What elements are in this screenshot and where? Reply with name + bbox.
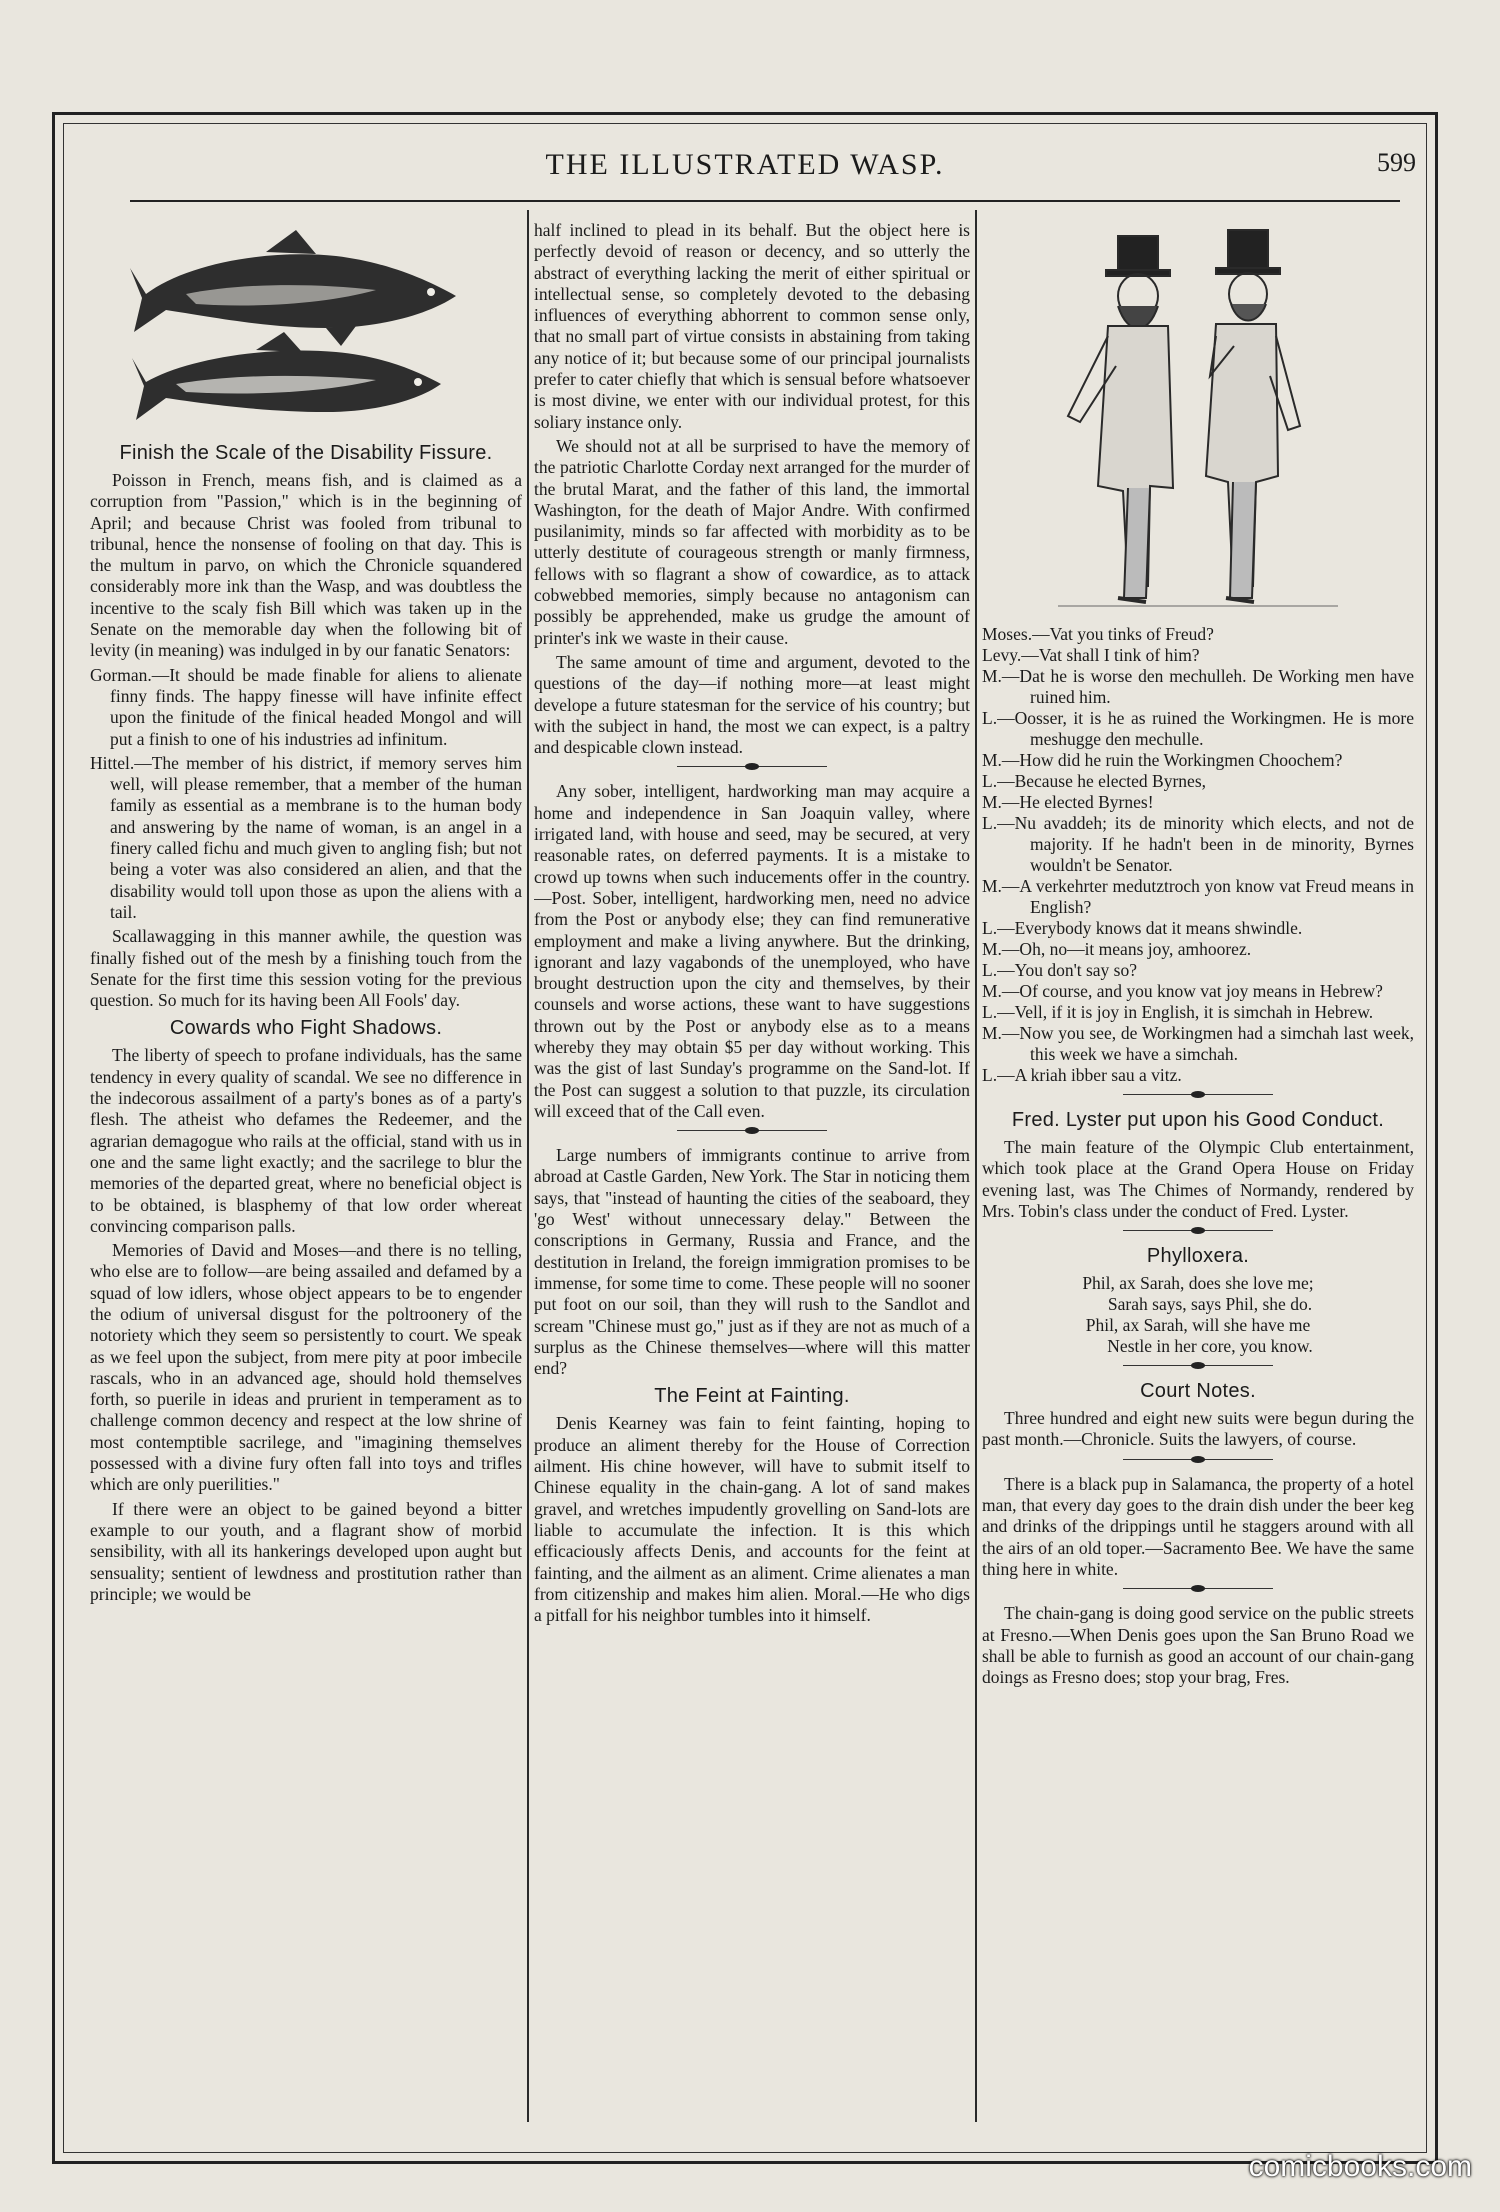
- paragraph: The chain-gang is doing good service on the public streets at Fresno.—When Denis goes upon the San Bruno Road we shall be able to furnish as good an account of our chain-gang doings as Fresno does; stop your brag, Fres.: [982, 1603, 1414, 1688]
- heading-court-notes: Court Notes.: [1140, 1380, 1256, 1403]
- dialogue-line: Levy.—Vat shall I tink of him?: [982, 645, 1200, 665]
- paragraph: There is a black pup in Salamanca, the property of a hotel man, that every day goes to the drain dish under the beer keg and drinks of the drippings until he staggers around with all the airs of an old toper.—Sacramento Bee. We have the same thing here in white.: [982, 1473, 1414, 1579]
- masthead: [70, 148, 1420, 208]
- paragraph: The liberty of speech to profane individuals, has the same tendency in every quality of scandal. We see no difference in the indecorous assailment of a party's bones as of a party's flesh. The atheist who defames the Redeemer, and the agrarian demagogue who rails at the official, stand with us in one and the same light exactly; and the sacrilege to blur the memories of the departed great, where no beneficial object is to be obtained, is blasphemy of that low order whereat convincing comparison palls.: [90, 1045, 522, 1236]
- paragraph: Gorman.—It should be made finable for aliens to alienate finny finds. The happy finesse will have infinite effect upon the finitude of the finical headed Mongol and will put a finish to one of his industries ad infinitum.: [90, 664, 522, 749]
- dialogue-line: L.—Oosser, it is he as ruined the Workingmen. He is more meshugge den mechulle.: [982, 708, 1414, 749]
- paragraph: Poisson in French, means fish, and is claimed as a corruption from "Passion," which is in the beginning of April; and because Christ was fooled from tribunal to tribunal, hence the nonsense of fooling on that day. This is the multum in parvo, on which the Chronicle squandered considerably more ink than the Wasp, and was doubtless the incentive to the scaly fish Bill which was taken up in the Senate on the memorable day when the following bit of levity (in meaning) was indulged in by our fanatic Senators:: [90, 470, 522, 661]
- verse: [982, 1273, 1414, 1357]
- section-divider: [982, 1230, 1414, 1231]
- column-rule-1: [527, 210, 529, 2122]
- dialogue: [982, 624, 1414, 1086]
- column-2: [534, 220, 970, 2120]
- heading-cowards: Cowards who Fight Shadows.: [169, 1017, 443, 1040]
- paragraph: Denis Kearney was fain to feint fainting, hoping to produce an aliment thereby for the House of Correction ailment. His chine however, will have to submit itself to Chinese equality in the chain-gang. A lot of sand makes gravel, and wretches impudently grovelling on Sand-lots are liable to accumulate the infection. It is this which efficaciously affects Denis, and accounts for the feint at fainting, and the ailment as an aliment. Crime alienates a man from citizenship and makes him alien. Moral.—He who digs a pitfall for his neighbor tumbles into it himself.: [534, 1413, 970, 1626]
- section-divider: [982, 1588, 1414, 1589]
- paragraph: Any sober, intelligent, hardworking man may acquire a home and independence in San Joaquin valley, where irrigated land, with house and seed, may be secured, at very reasonable rates, on deferred payments. It is a mistake to crowd up towns when such inducements offer in the country.—Post. Sober, intelligent, hardworking men, need no advice from the Post or anybody else; they can find remunerative employment and make a living anywhere. But the drinking, ignorant and lazy vagabonds of the unemployed, who have brought destruction upon the city and themselves, by their counsels and worse actions, these want to have suggestions thrown out by the Post or anybody else as to a means whereby they may obtain $5 per day without working. This was the gist of last Sunday's programme on the Sand-lot. If the Post can suggest a solution to that puzzle, its circulation will exceed that of the Call even.: [534, 781, 970, 1121]
- paragraph: Memories of David and Moses—and there is no telling, who else are to follow—are being assailed and defamed by a squad of low idlers, whose object appears to be to engender the odium of universal disgust for the poltroonery of the notoriety which they seem so persistently to court. We speak as we feel upon the subject, from mere pity at poor imbecile rascals, who in an advanced age, should hold themselves forth, so puerile in ideas and prurient in temperament as to challenge common decency and respect at the low shrine of most contemptible sacrilege, and "imagining themselves possessed with a divine fury often fall into toys and trifles which are only puerilities.": [90, 1240, 522, 1495]
- dialogue-line: L.—A kriah ibber sau a vitz.: [982, 1065, 1182, 1085]
- paragraph: The main feature of the Olympic Club entertainment, which took place at the Grand Opera House on Friday evening last, was The Chimes of Normandy, rendered by Mrs. Tobin's class under the conduct of Fred. Lyster.: [982, 1137, 1414, 1221]
- paragraph: If there were an object to be gained beyond a bitter example to our youth, and a flagrant show of morbid sensibility, with all its hankerings developed upon aught but sensuality; sentient of lewdness and prostitution rather than principle; we would be: [90, 1498, 522, 1604]
- dialogue-line: M.—Now you see, de Workingmen had a simchah last week, this week we have a simchah.: [982, 1023, 1414, 1064]
- heading-feint: The Feint at Fainting.: [654, 1385, 850, 1408]
- verse-line: Nestle in her core, you know.: [1107, 1336, 1313, 1357]
- column-1: [90, 220, 522, 2120]
- dialogue-line: Moses.—Vat you tinks of Freud?: [982, 624, 1214, 644]
- dialogue-line: M.—How did he ruin the Workingmen Choochem?: [982, 750, 1343, 770]
- verse-line: Phil, ax Sarah, does she love me;: [1082, 1273, 1314, 1294]
- dialogue-line: M.—Dat he is worse den mechulleh. De Working men have ruined him.: [982, 666, 1414, 707]
- cartoon-illustration: [1038, 226, 1358, 616]
- fish-illustration: [126, 224, 486, 434]
- watermark: comicbooks.com: [1248, 2150, 1472, 2183]
- masthead-rule: [130, 200, 1400, 202]
- section-divider: [982, 1365, 1414, 1366]
- page-number: 599: [1377, 148, 1416, 177]
- paragraph: The same amount of time and argument, devoted to the questions of the day—if nothing more—at least might develope a future statesman for the service of his country; but with the subject in hand, the most we can expect, is a paltry and despicable clown instead.: [534, 651, 970, 758]
- paragraph: Three hundred and eight new suits were begun during the past month.—Chronicle. Suits the lawyers, of course.: [982, 1408, 1414, 1450]
- dialogue-line: M.—He elected Byrnes!: [982, 792, 1154, 812]
- dialogue-line: L.—Because he elected Byrnes,: [982, 771, 1207, 791]
- paragraph: We should not at all be surprised to have the memory of the patriotic Charlotte Corday next arranged for the murder of the brutal Marat, and the father of this land, the immortal Washington, for the death of Major Andre. With confirmed pusilanimity, minds so far affected with morbidity as to be utterly destitute of courageous strength or manly firmness, fellows with so flagrant a show of cowardice, as to attack cobwebbed memories, simply because no antagonism can possibly be apprehended, make us grudge the amount of printer's ink we waste in their cause.: [534, 435, 970, 648]
- publication-title: THE ILLUSTRATED WASP.: [545, 148, 945, 181]
- section-divider: [982, 1459, 1414, 1460]
- dialogue-line: L.—Vell, if it is joy in English, it is simchah in Hebrew.: [982, 1002, 1374, 1022]
- paragraph: half inclined to plead in its behalf. But the object here is perfectly devoid of reason or decency, and so utterly the abstract of everything lacking the merit of either spiritual or intellectual sense, so completely devoted to the debasing influences of everything abhorrent to common sense only, that no small part of virtue consists in abstaining from taking any notice of it; but because some of our principal journalists prefer to cater chiefly that which is sensual before whatsoever is most divine, we enter with our individual protest, for this soliary instance only.: [534, 220, 970, 432]
- paragraph: Large numbers of immigrants continue to arrive from abroad at Castle Garden, New York. The Star in noticing them says, that "instead of haunting the cities of the seaboard, they 'go West' without unnecessary delay." Between the conscriptions in Germany, Russia and France, and the destitution in Ireland, the foreign immigration promises to be immense, for some time to come. These people will no sooner put foot on our soil, than they will rush to the Sandlot and scream "Chinese must go," just as if they are not as much of a surplus as the Chinese themselves—where will this matter end?: [534, 1145, 970, 1379]
- column-3: [982, 220, 1414, 2120]
- heading-phylloxera: Phylloxera.: [1146, 1245, 1250, 1268]
- heading-lyster: Fred. Lyster put upon his Good Conduct.: [1011, 1109, 1385, 1131]
- section-divider: [534, 1130, 970, 1131]
- verse-line: Phil, ax Sarah, will she have me: [1085, 1315, 1311, 1336]
- heading-disability-fissure: Finish the Scale of the Disability Fissure.: [119, 442, 493, 464]
- dialogue-line: L.—You don't say so?: [982, 960, 1137, 980]
- dialogue-line: L.—Nu avaddeh; its de minority which elects, and not de majority. If he hadn't been in de minority, Byrnes wouldn't be Senator.: [982, 813, 1414, 875]
- verse-line: Sarah says, says Phil, she do.: [1107, 1294, 1313, 1315]
- paragraph: Hittel.—The member of his district, if memory serves him well, will please remember, that a member of the human family as essential as a membrane is to the human body and answering by the name of woman, is an angel in a finery called fichu and much given to angling fish; but not being a voter was also considered an alien, and that the disability would toll upon those as upon the aliens with a tail.: [90, 752, 522, 922]
- dialogue-line: M.—A verkehrter medutztroch yon know vat Freud means in English?: [982, 876, 1414, 917]
- section-divider: [534, 766, 970, 767]
- section-divider: [982, 1094, 1414, 1095]
- dialogue-line: L.—Everybody knows dat it means shwindle.: [982, 918, 1303, 938]
- paragraph: Scallawagging in this manner awhile, the question was finally fished out of the mesh by a finishing touch from the Senate for the first time this session voting for the previous question. So much for its having been All Fools' day.: [90, 926, 522, 1011]
- column-rule-2: [975, 210, 977, 2122]
- dialogue-line: M.—Of course, and you know vat joy means in Hebrew?: [982, 981, 1383, 1001]
- dialogue-line: M.—Oh, no—it means joy, amhoorez.: [982, 939, 1252, 959]
